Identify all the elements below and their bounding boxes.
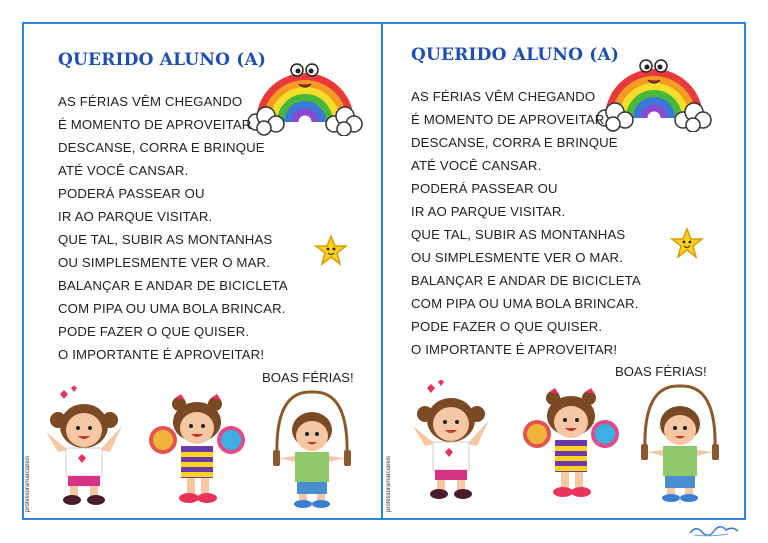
poem-line: O IMPORTANTE É APROVEITAR! — [411, 342, 618, 357]
girl-with-hearts-icon — [405, 380, 505, 500]
poem-line: ATÉ VOCÊ CANSAR. — [411, 158, 542, 173]
poem-line: QUE TAL, SUBIR AS MONTANHAS — [411, 227, 626, 242]
poem-line: OU SIMPLESMENTE VER O MAR. — [411, 250, 624, 265]
poem-line: PODE FAZER O QUE QUISER. — [411, 319, 603, 334]
card-divider — [381, 22, 383, 520]
author-credit: professoramarciareis — [25, 455, 31, 512]
poem-line: COM PIPA OU UMA BOLA BRINCAR. — [411, 296, 639, 311]
poem-line: ATÉ VOCÊ CANSAR. — [58, 163, 189, 178]
closing-greeting: BOAS FÉRIAS! — [615, 364, 707, 379]
poem-line: PODERÁ PASSEAR OU — [411, 181, 558, 196]
poem-line: AS FÉRIAS VÊM CHEGANDO — [411, 89, 596, 104]
girl-with-lollipops-icon — [523, 382, 619, 502]
poem-line: QUE TAL, SUBIR AS MONTANHAS — [58, 232, 273, 247]
poem-line: DESCANSE, CORRA E BRINQUE — [58, 140, 265, 155]
poem-line: O IMPORTANTE É APROVEITAR! — [58, 347, 265, 362]
poem-line: BALANÇAR E ANDAR DE BICICLETA — [411, 273, 641, 288]
author-credit: professoramarciareis — [386, 455, 392, 512]
poem-line: PODERÁ PASSEAR OU — [58, 186, 205, 201]
poem-line: DESCANSE, CORRA E BRINQUE — [411, 135, 618, 150]
signature-logo — [688, 522, 744, 538]
poem-line: COM PIPA OU UMA BOLA BRINCAR. — [58, 301, 286, 316]
closing-greeting: BOAS FÉRIAS! — [262, 370, 354, 385]
boy-jumping-rope-icon — [635, 380, 725, 506]
poem-line: É MOMENTO DE APROVEITAR — [411, 112, 605, 127]
poem-line: É MOMENTO DE APROVEITAR — [58, 117, 252, 132]
poem-card-right — [385, 24, 742, 518]
card-title: QUERIDO ALUNO (A) — [58, 50, 267, 70]
poem-line: PODE FAZER O QUE QUISER. — [58, 324, 250, 339]
girl-with-hearts-icon — [38, 386, 138, 506]
poem-line: BALANÇAR E ANDAR DE BICICLETA — [58, 278, 288, 293]
poem-text — [58, 90, 288, 366]
poem-line: OU SIMPLESMENTE VER O MAR. — [58, 255, 271, 270]
girl-with-lollipops-icon — [149, 388, 245, 508]
poem-text — [411, 85, 641, 361]
poem-line: IR AO PARQUE VISITAR. — [58, 209, 213, 224]
poem-line: IR AO PARQUE VISITAR. — [411, 204, 566, 219]
star-icon — [670, 227, 704, 259]
star-icon — [314, 234, 348, 266]
poem-card-left — [24, 24, 381, 518]
boy-jumping-rope-icon — [267, 386, 357, 512]
card-title: QUERIDO ALUNO (A) — [411, 45, 620, 65]
poem-line: AS FÉRIAS VÊM CHEGANDO — [58, 94, 243, 109]
